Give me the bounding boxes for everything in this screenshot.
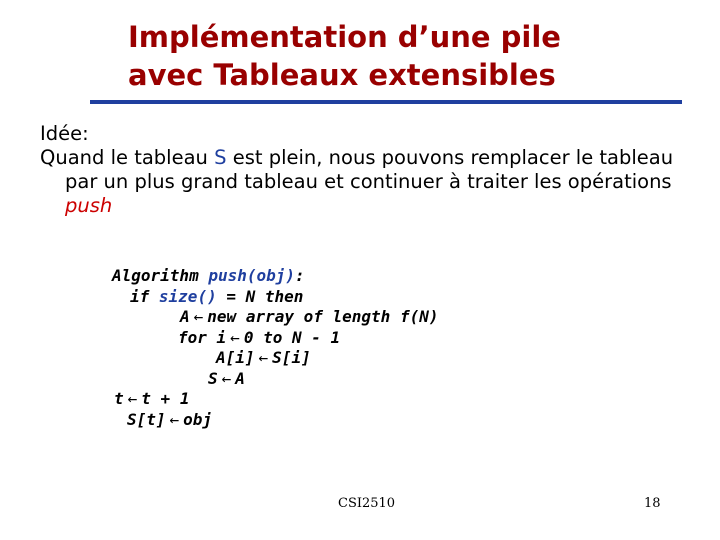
assign-rhs: S[i]	[272, 348, 311, 367]
idea-paragraph	[40, 146, 700, 218]
slide-title	[128, 18, 688, 94]
title-line-2: avec Tableaux extensibles	[128, 58, 556, 92]
algo-line-store	[127, 410, 438, 431]
title-underline-rule	[90, 100, 682, 104]
assign-lhs: A	[180, 307, 190, 326]
assign-lhs: S	[208, 368, 218, 388]
para-text-after-s: est plein, nous pouvons remplacer le tableau par un plus grand tableau et continuer à traiter les opérations	[65, 146, 674, 193]
algo-line-new-array	[180, 307, 438, 328]
assign-rhs: t + 1	[141, 389, 190, 408]
assign-lhs: t	[114, 389, 124, 408]
left-arrow-icon: ←	[127, 389, 138, 408]
assign-lhs: S[t]	[127, 409, 166, 429]
para-text-before-s: Quand le tableau	[40, 146, 215, 169]
assign-rhs: A	[235, 368, 245, 388]
left-arrow-icon: ←	[221, 368, 232, 388]
if-keyword: if	[130, 286, 159, 306]
slide-body	[40, 122, 700, 218]
algo-signature: push(obj)	[208, 266, 296, 285]
footer-page-number: 18	[644, 496, 661, 511]
left-arrow-icon: ←	[193, 307, 204, 326]
algo-colon: :	[295, 266, 305, 285]
algorithm-block	[112, 266, 438, 430]
algo-keyword: Algorithm	[112, 266, 209, 285]
left-arrow-icon: ←	[169, 409, 180, 429]
left-arrow-icon: ←	[230, 327, 240, 347]
left-arrow-icon: ←	[258, 348, 269, 367]
idea-label: Idée:	[40, 122, 89, 145]
if-condition-rest: = N then	[216, 286, 304, 306]
for-head: for i	[178, 327, 227, 347]
algo-line-copy	[216, 348, 438, 369]
algo-line-increment	[114, 389, 438, 410]
size-call: size()	[158, 286, 217, 306]
assign-rhs: obj	[183, 409, 213, 429]
algo-line-if	[130, 287, 438, 308]
assign-rhs: new array of length f(N)	[207, 307, 439, 326]
footer-course-code: CSI2510	[338, 496, 396, 511]
algo-line-for	[178, 328, 438, 349]
for-range: 0 to N - 1	[243, 327, 341, 347]
array-s-variable: S	[214, 146, 227, 169]
push-keyword: push	[65, 194, 113, 217]
title-line-1: Implémentation d’une pile	[128, 20, 561, 54]
assign-lhs: A[i]	[216, 348, 255, 367]
algo-line-swap	[208, 369, 438, 390]
algo-line-header	[112, 266, 438, 287]
